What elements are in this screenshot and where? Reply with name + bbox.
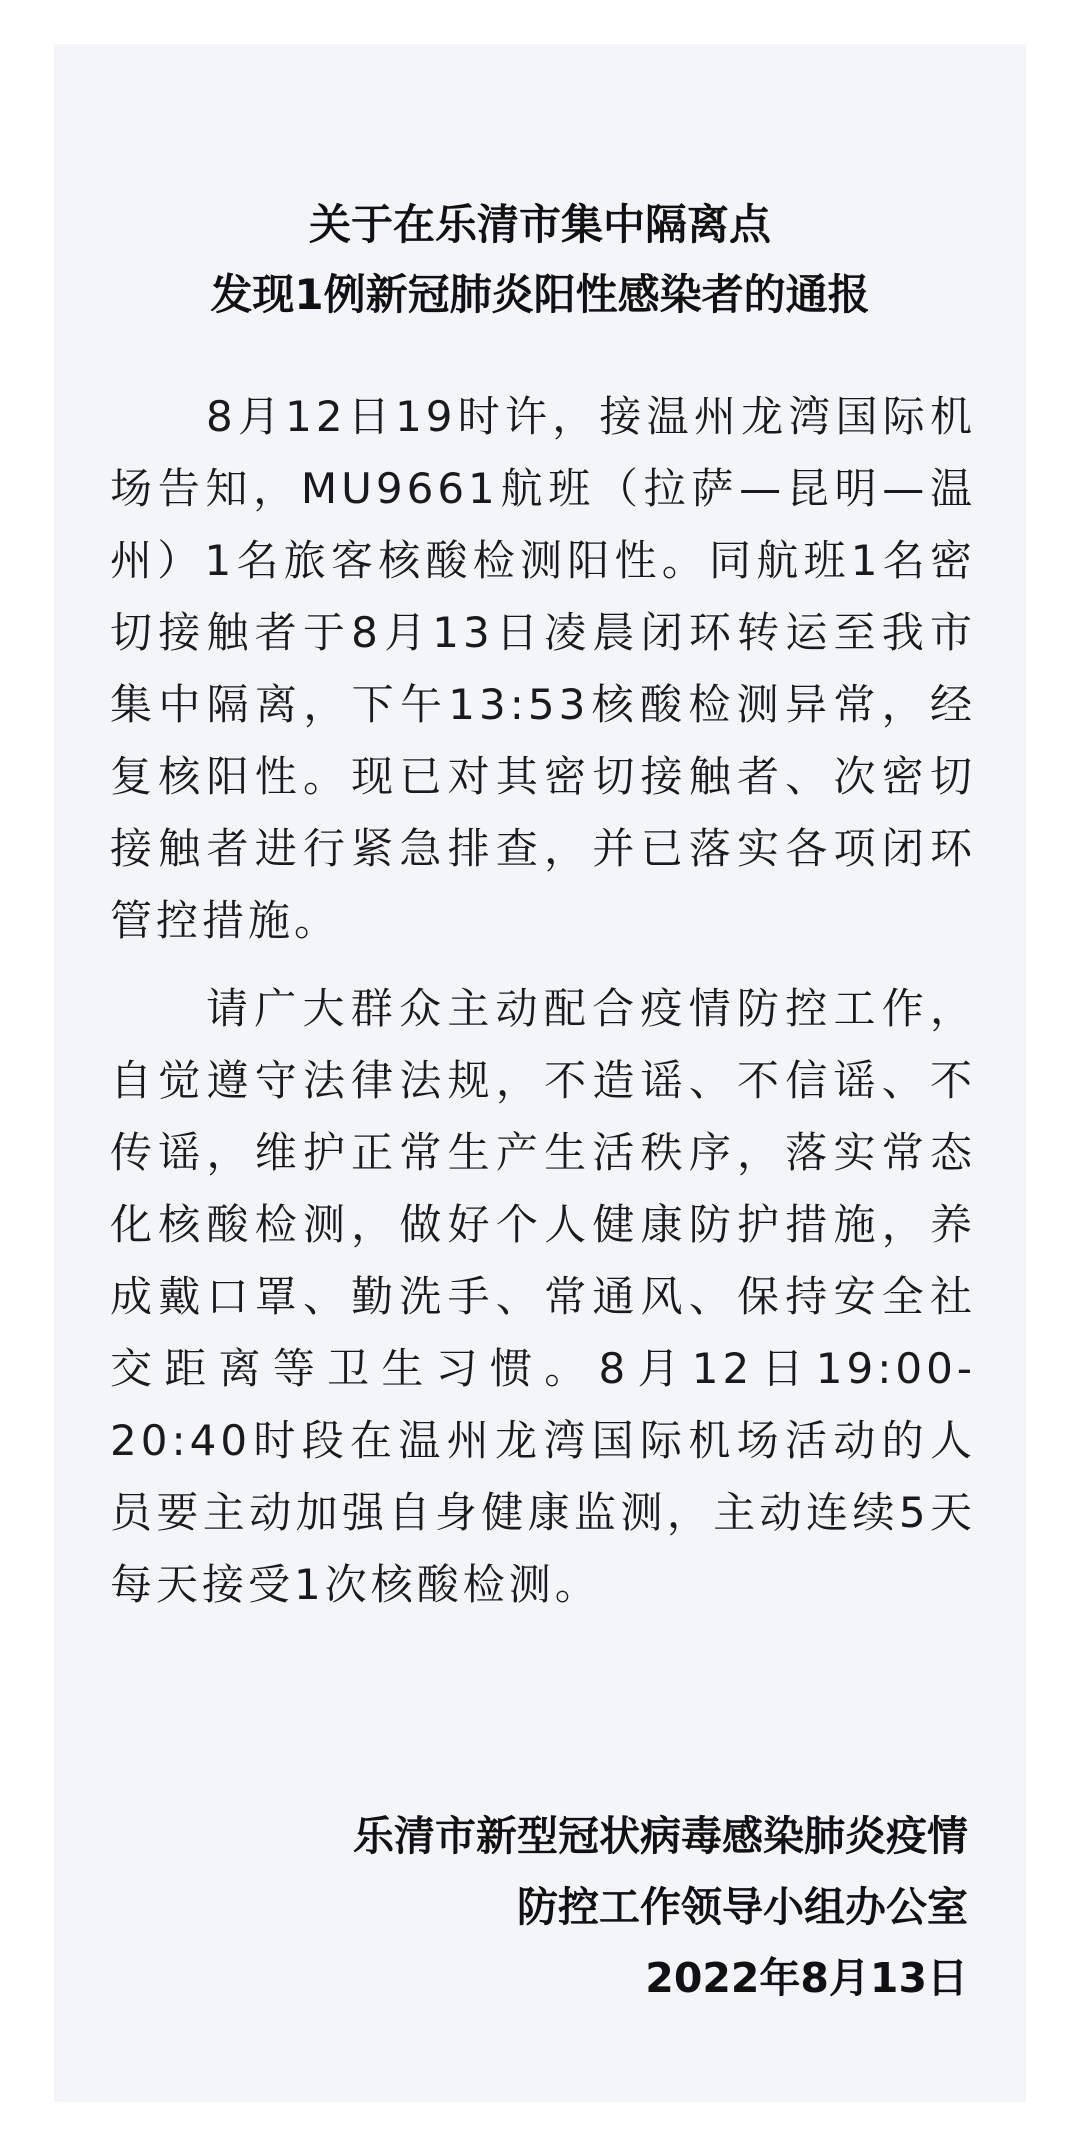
- notice-signature: [353, 1801, 968, 2014]
- signature-date: 2022年8月13日: [645, 1954, 968, 2002]
- notice-title-line-1: 关于在乐清市集中隔离点: [308, 200, 771, 249]
- signature-issuer-line-1: 乐清市新型冠状病毒感染肺炎疫情: [353, 1812, 968, 1860]
- notice-title: [54, 190, 1026, 330]
- notice-paragraph-2: 请广大群众主动配合疫情防控工作，自觉遵守法律法规，不造谣、不信谣、不传谣，维护正常生产生活秩序，落实常态化核酸检测，做好个人健康防护措施，养成戴口罩、勤洗手、常通风、保持安全社交距离等卫生习惯。8月12日19:00-20:40时段在温州龙湾国际机场活动的人员要主动加强自身健康监测，主动连续5天每天接受1次核酸检测。: [110, 984, 976, 1609]
- signature-issuer-line-2: 防控工作领导小组办公室: [517, 1883, 968, 1931]
- notice-paragraph-1: 8月12日19时许，接温州龙湾国际机场告知，MU9661航班（拉萨—昆明—温州）1名旅客核酸检测阳性。同航班1名密切接触者于8月13日凌晨闭环转运至我市集中隔离，下午13:53核酸检测异常，经复核阳性。现已对其密切接触者、次密切接触者进行紧急排查，并已落实各项闭环管控措施。: [110, 392, 976, 945]
- notice-panel: [54, 44, 1026, 2102]
- notice-title-line-2: 发现1例新冠肺炎阳性感染者的通报: [210, 270, 870, 319]
